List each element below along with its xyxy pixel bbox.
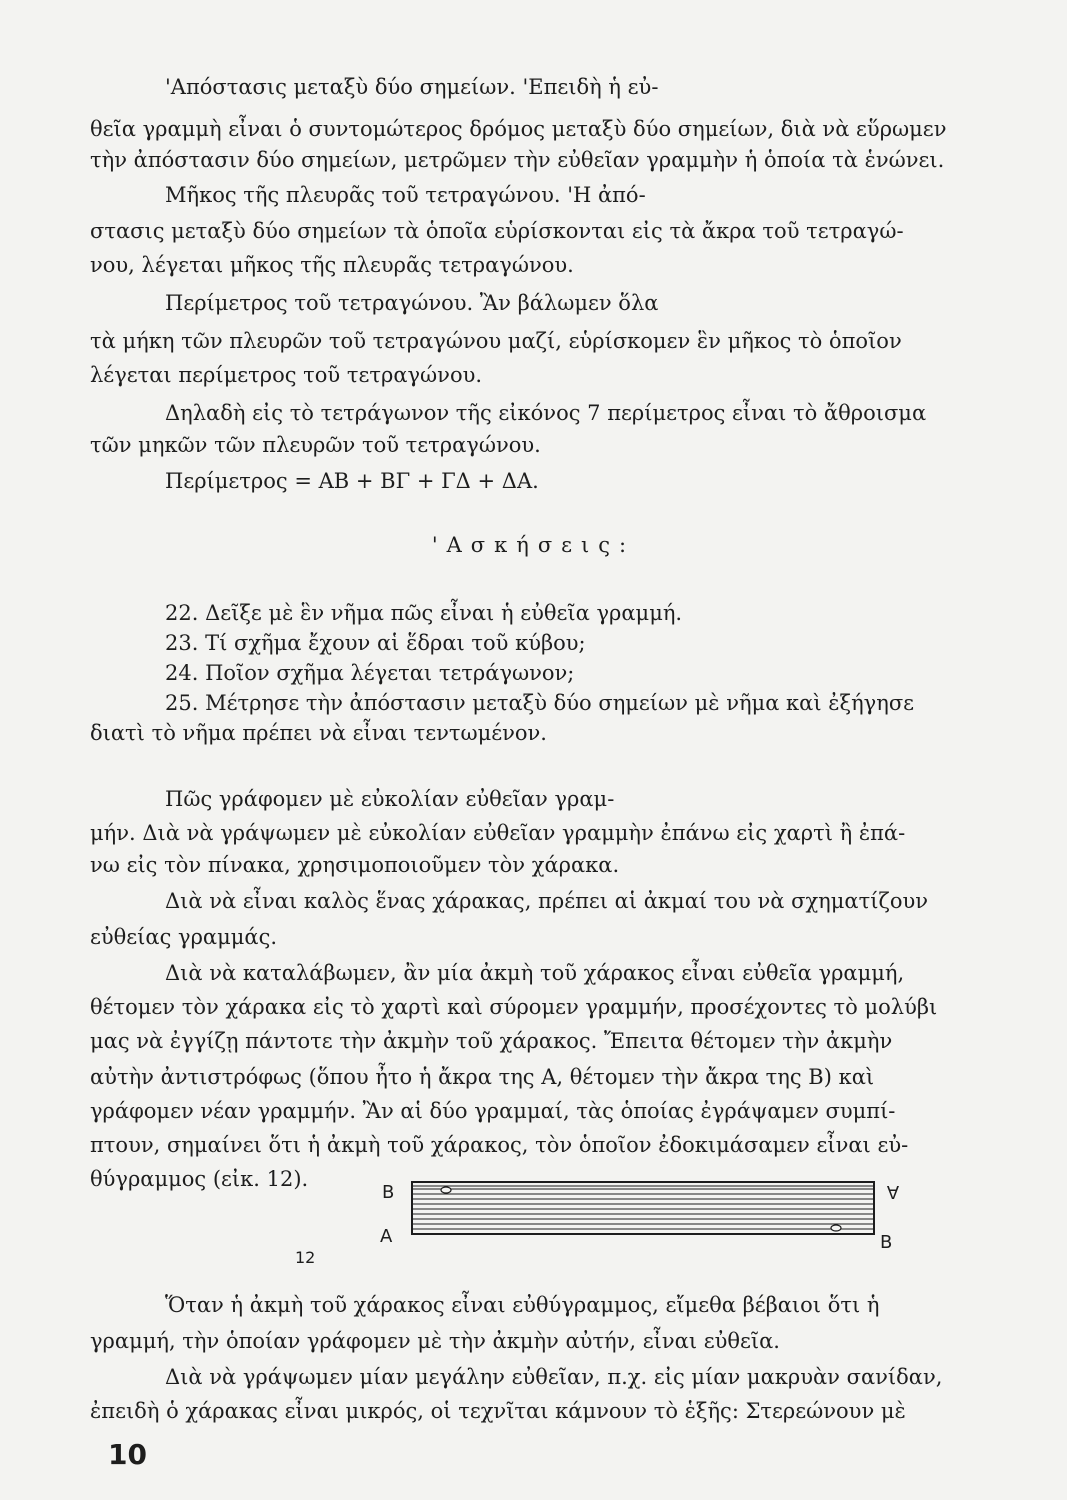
exercises-heading: 'Ασκήσεις: bbox=[431, 533, 636, 557]
p8-line-1: Ὅταν ἡ ἀκμὴ τοῦ χάρακος εἶναι εὐθύγραμμος, εἴμεθα βέβαιοι ὅτι ἡ bbox=[165, 1293, 880, 1317]
p3-line-1: Περίμετρος τοῦ τετραγώνου. Ἂν βάλωμεν ὅλα bbox=[165, 291, 659, 315]
exercise-22: 22. Δεῖξε μὲ ἓν νῆμα πῶς εἶναι ἡ εὐθεῖα γραμμή. bbox=[165, 601, 683, 625]
p5-line-1: Πῶς γράφομεν μὲ εὐκολίαν εὐθεῖαν γραμ- bbox=[165, 787, 615, 811]
perimeter-formula: Περίμετρος = ΑΒ + ΒΓ + ΓΔ + ΔΑ. bbox=[165, 469, 539, 493]
exercise-25: 25. Μέτρησε τὴν ἀπόστασιν μεταξὺ δύο σημείων μὲ νῆμα καὶ ἐξήγησε bbox=[165, 691, 915, 715]
p3-line-2: τὰ μήκη τῶν πλευρῶν τοῦ τετραγώνου μαζί, εὑρίσκομεν ἓν μῆκος τὸ ὁποῖον bbox=[90, 329, 902, 353]
p4-line-1: Δηλαδὴ εἰς τὸ τετράγωνον τῆς εἰκόνος 7 περίμετρος εἶναι τὸ ἄθροισμα bbox=[165, 401, 927, 425]
p5-line-3: νω εἰς τὸν πίνακα, χρησιμοποιοῦμεν τὸν χάρακα. bbox=[90, 853, 620, 877]
p7-line-7: θύγραμμος (εἰκ. 12). bbox=[90, 1167, 309, 1191]
p7-line-1: Διὰ νὰ καταλάβωμεν, ἂν μία ἀκμὴ τοῦ χάρακος εἶναι εὐθεῖα γραμμή, bbox=[165, 961, 905, 985]
ruler-body bbox=[412, 1182, 874, 1234]
p9-line-1: Διὰ νὰ γράψωμεν μίαν μεγάλην εὐθεῖαν, π.χ. εἰς μίαν μακρυὰν σανίδαν, bbox=[165, 1365, 943, 1389]
p7-line-6: πτουν, σημαίνει ὅτι ἡ ἀκμὴ τοῦ χάρακος, τὸν ὁποῖον ἐδοκιμάσαμεν εἶναι εὐ- bbox=[90, 1133, 909, 1157]
p9-line-2: ἐπειδὴ ὁ χάρακας εἶναι μικρός, οἱ τεχνῖται κάμνουν τὸ ἑξῆς: Στερεώνουν μὲ bbox=[90, 1399, 906, 1423]
p2-line-2: στασις μεταξὺ δύο σημείων τὰ ὁποῖα εὑρίσκονται εἰς τὰ ἄκρα τοῦ τετραγώ- bbox=[90, 219, 904, 243]
ruler-mark-bottom bbox=[831, 1225, 841, 1231]
fig-label-top-left: B bbox=[382, 1182, 395, 1203]
p6-line-1: Διὰ νὰ εἶναι καλὸς ἕνας χάρακας, πρέπει αἱ ἀκμαί του νὰ σχηματίζουν bbox=[165, 889, 929, 913]
p4-line-2: τῶν μηκῶν τῶν πλευρῶν τοῦ τετραγώνου. bbox=[90, 433, 541, 457]
ruler-figure bbox=[380, 1168, 900, 1268]
exercise-25-cont: διατὶ τὸ νῆμα πρέπει νὰ εἶναι τεντωμένον. bbox=[90, 721, 547, 745]
p2-line-1: Μῆκος τῆς πλευρᾶς τοῦ τετραγώνου. 'Η ἀπό- bbox=[165, 183, 646, 207]
p8-line-2: γραμμή, τὴν ὁποίαν γράφομεν μὲ τὴν ἀκμὴν αὐτήν, εἶναι εὐθεῖα. bbox=[90, 1329, 780, 1353]
p1-line-3: τὴν ἀπόστασιν δύο σημείων, μετρῶμεν τὴν εὐθεῖαν γραμμὴν ἡ ὁποία τὰ ἑνώνει. bbox=[90, 148, 945, 172]
page-number: 10 bbox=[108, 1438, 147, 1471]
p5-line-2: μήν. Διὰ νὰ γράψωμεν μὲ εὐκολίαν εὐθεῖαν γραμμὴν ἐπάνω εἰς χαρτὶ ἢ ἐπά- bbox=[90, 821, 906, 845]
ruler-mark-top bbox=[441, 1187, 451, 1193]
fig-label-bottom-right: B bbox=[880, 1232, 893, 1253]
p1-line-1: 'Απόστασις μεταξὺ δύο σημείων. 'Επειδὴ ἡ εὐ- bbox=[165, 75, 659, 99]
p7-line-4: αὐτὴν ἀντιστρόφως (ὅπου ἦτο ἡ ἄκρα της Α, θέτομεν τὴν ἄκρα της Β) καὶ bbox=[90, 1065, 875, 1089]
exercise-23: 23. Τί σχῆμα ἔχουν αἱ ἕδραι τοῦ κύβου; bbox=[165, 631, 586, 655]
p7-line-2: θέτομεν τὸν χάρακα εἰς τὸ χαρτὶ καὶ σύρομεν γραμμήν, προσέχοντες τὸ μολύβι bbox=[90, 995, 938, 1019]
p7-line-3: μας νὰ ἐγγίζῃ πάντοτε τὴν ἀκμὴν τοῦ χάρακος. Ἔπειτα θέτομεν τὴν ἀκμὴν bbox=[90, 1029, 893, 1053]
p6-line-2: εὐθείας γραμμάς. bbox=[90, 925, 278, 949]
fig-label-top-right: A bbox=[886, 1181, 900, 1202]
p1-line-2: θεῖα γραμμὴ εἶναι ὁ συντομώτερος δρόμος μεταξὺ δύο σημείων, διὰ νὰ εὕρωμεν bbox=[90, 117, 947, 141]
p3-line-3: λέγεται περίμετρος τοῦ τετραγώνου. bbox=[90, 363, 483, 387]
figure-number: 12 bbox=[295, 1248, 316, 1267]
p2-line-3: νου, λέγεται μῆκος τῆς πλευρᾶς τετραγώνου. bbox=[90, 253, 574, 277]
fig-label-bottom-left: A bbox=[380, 1226, 393, 1247]
p7-line-5: γράφομεν νέαν γραμμήν. Ἂν αἱ δύο γραμμαί, τὰς ὁποίας ἐγράψαμεν συμπί- bbox=[90, 1099, 896, 1123]
exercise-24: 24. Ποῖον σχῆμα λέγεται τετράγωνον; bbox=[165, 661, 575, 685]
